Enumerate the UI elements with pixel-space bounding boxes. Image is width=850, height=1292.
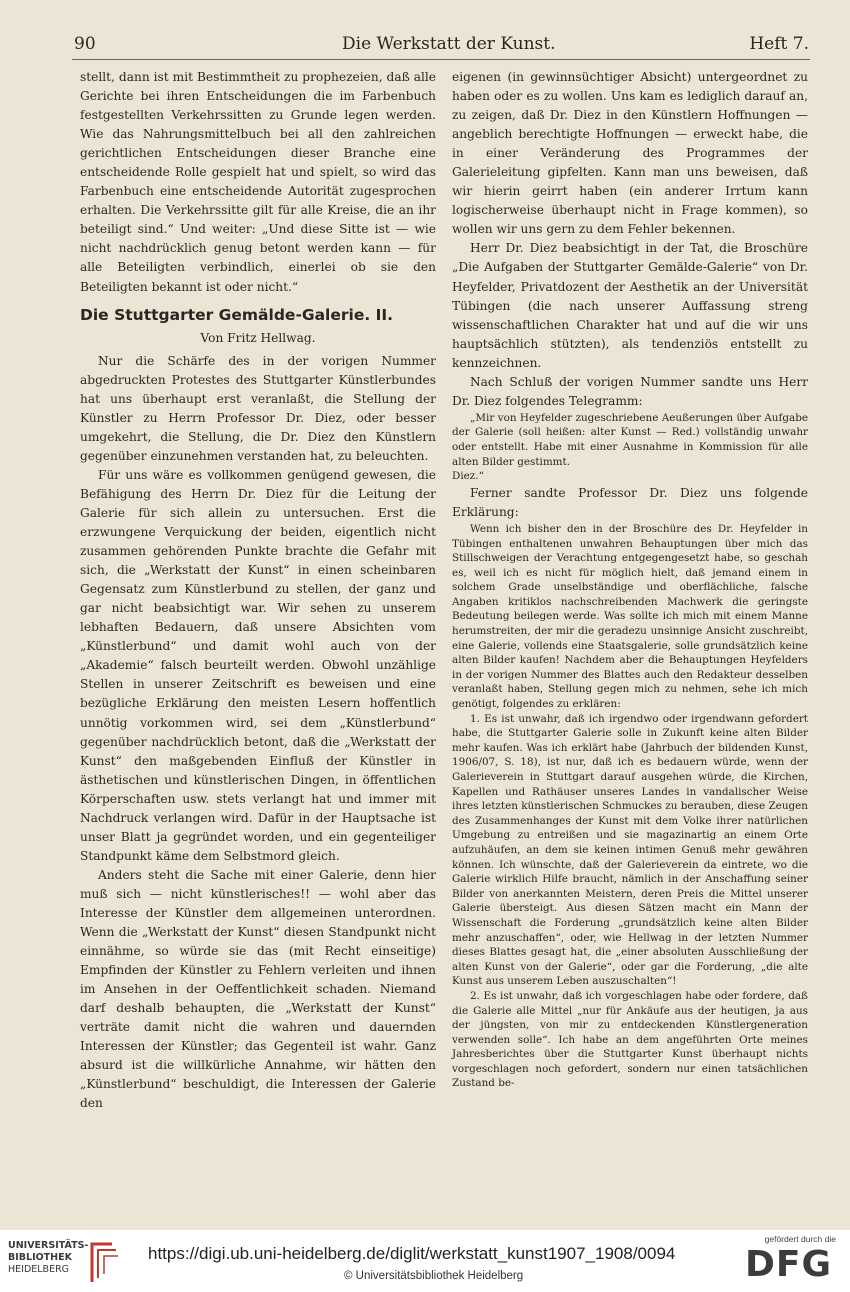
paragraph: Für uns wäre es vollkommen genügend gewesen, die Befähigung des Herrn Dr. Diez für die Leitung der Galerie für sich allein zu untersuchen. Erst die erzwungene Verquickung der beiden, eigentlich nicht zusammen gehörenden Punkte brachte die Gefahr mit sich, die „Werkstatt der Kunst“ in einen scheinbaren Gegensatz zum Künstlerbund zu stellen, der ganz und gar nicht beabsichtigt war. Wir sehen zu unserem lebhaften Bedauern, daß unsere Absichten vom „Künstlerbund“ und damit wohl auch von der „Akademie“ falsch beurteilt werden. Obwohl unzählige Stellen in unserer Zeitschrift es beweisen und eine bezügliche Erklärung den meisten Lesern hoffentlich unnötig vorkommen wird, sei dem „Künstlerbund“ gegenüber nachdrücklich betont, daß die „Werkstatt der Kunst“ den maßgebenden Einfluß der Künstler in ästhetischen und künstlerischen Dingen, in öffentlichen Körperschaften usw. stets verlangt hat und immer mit Nachdruck verlangen wird. Dafür in der Hauptsache ist unser Blatt ja gegründet worden, und ein gegenteiliger Standpunkt käme dem Selbstmord gleich. — [80, 467, 436, 863]
paragraph: stellt, dann ist mit Bestimmtheit zu prophezeien, daß alle Gerichte bei ihren Entscheidungen die im Farbenbuch festgestellten Verkehrssitten zu Grunde legen werden. Wie das Nahrungsmittelbuch bei all den zahlreichen gerichtlichen Entscheidungen dieser Branche eine entscheidende Rolle gespielt hat und spielt, so wird das Farbenbuch eine entscheidende Autorität zugesprochen erhalten. Die Verkehrssitte gilt für alle Kreise, die an ihr beteiligt sind.“ Und weiter: „Und diese Sitte ist — wie nicht nachdrücklich genug betont werden kann — für alle Beteiligten verbindlich, einerlei ob sie den Beteiligten bekannt ist oder nicht.“ — [80, 70, 436, 294]
left-column — [80, 68, 436, 1113]
byline: Von Fritz Hellwag. — [200, 330, 316, 345]
article-title: Die Stuttgarter Gemälde-Galerie. II. — [80, 305, 394, 324]
telegram-signature: Diez.“ — [452, 470, 484, 483]
library-name-line: BIBLIOTHEK — [8, 1252, 72, 1263]
funding-note: gefördert durch die — [764, 1234, 836, 1244]
paragraph: Nach Schluß der vorigen Nummer sandte uns Herr Dr. Diez folgendes Telegramm: — [452, 374, 808, 408]
page-header — [74, 34, 809, 58]
copyright-notice: © Universitätsbibliothek Heidelberg — [344, 1270, 524, 1282]
declaration-item: 1. Es ist unwahr, daß ich irgendwo oder irgendwann gefordert habe, die Stuttgarter Galerie solle in Zukunft keine alten Bilder mehr kaufen. Was ich erklärt habe (Jahrbuch der bildenden Kunst, 1906/07, S. 18), ist nur, daß ich es bedauern würde, wenn der Galerieverein in Stuttgart darauf ausgehen würde, die Kirchen, Kapellen und Rathäuser unseres Landes in vandalischer Weise ihres letzten künstlerischen Schmuckes zu berauben, diese Zeugen des Zusammenhanges der Kunst mit dem Volke ihrer natürlichen Umgebung zu entreißen und sie magazinartig an einem Orte aufzuhäufen, an dem sie keinen intimen Genuß mehr gewähren können. Ich wünschte, daß der Galerieverein da eintrete, wo die Galerie wirklich Hilfe braucht, nämlich in der Anschaffung seiner Bilder von anerkannten Meistern, deren Preis die Mittel unserer Galerie übersteigt. Aus diesen Sätzen macht ein Mann der Wissenschaft die Forderung „grundsätzlich keine alten Bilder mehr anzuschaffen“, oder, wie Hellwag in der letzten Nummer dieses Blattes gesagt hat, die „einer absoluten Ausschließung der alten Kunst von der Galerie“, oder gar die Forderung, „die alte Kunst aus unserem Leben auszuschalten“! — [452, 712, 808, 988]
library-name-line: UNIVERSITÄTS- — [8, 1240, 89, 1251]
right-column — [452, 68, 808, 1091]
viewer-footer — [0, 1230, 850, 1292]
running-title: Die Werkstatt der Kunst. — [342, 34, 556, 54]
header-rule — [72, 59, 810, 60]
paragraph: Anders steht die Sache mit einer Galerie, denn hier muß sich — nicht künstlerisches!! — wohl aber das Interesse der Künstler dem allgemeinen unterordnen. Wenn die „Werkstatt der Kunst“ diesen Standpunkt nicht einnähme, so würde sie das (mit Recht einseitige) Empfinden der Künstler zu Fehlern verleiten und ihnen im Ansehen in der Oeffentlichkeit schaden. Niemand darf deshalb behaupten, die „Werkstatt der Kunst“ verträte damit nicht die wahren und dauernden Interessen der Künstler; das Gegenteil ist wahr. Ganz absurd ist die willkürliche Annahme, wir hätten den „Künstlerbund“ beschuldigt, die Interessen der Galerie den — [80, 867, 436, 1111]
library-name-line: HEIDELBERG — [8, 1264, 70, 1275]
declaration-text: Wenn ich bisher den in der Broschüre des Dr. Heyfelder in Tübingen enthaltenen unwahren Behauptungen über mich das Stillschweigen der Verachtung entgegengesetzt habe, so geschah es, weil ich es nicht für möglich hielt, daß jemand einem in solchem Grade unselbständige und oberflächliche, falsche Angaben kritiklos nachschreibenden Machwerk die geringste Bedeutung beilegen werde. Was sollte ich mich mit einem Manne herumstreiten, der mir die geradezu unsinnige Ansicht zuschreibt, eine Galerie, vollends eine Staatsgalerie, solle grundsätzlich keine alten Bilder kaufen! Nachdem aber die Behauptungen Heyfelders in der vorigen Nummer des Blattes auch den Redakteur desselben veranlaßt haben, Stellung gegen mich zu nehmen, sehe ich mich genötigt, folgendes zu erklären: — [452, 522, 808, 711]
paragraph: eigenen (in gewinnsüchtiger Absicht) untergeordnet zu haben oder es zu wollen. Uns kam es lediglich darauf an, zu zeigen, daß Dr. Diez in den Künstlern Hoffnungen — angeblich berechtigte Hoffnungen — erweckt habe, die in einer Veränderung des Programmes der Galerieleitung gipfelten. Kann man uns beweisen, daß wir hierin geirrt haben (ein anderer Irrtum kann logischerweise überhaupt nicht in Frage kommen), so wollen wir uns gern zu dem Fehler bekennen. — [452, 70, 808, 237]
paragraph: Nur die Schärfe des in der vorigen Nummer abgedruckten Protestes des Stuttgarter Künstlerbundes hat uns überhaupt erst veranlaßt, die Stellung der Künstler zu Herrn Professor Dr. Diez, oder besser umgekehrt, die Stellung, die Dr. Diez den Künstlern gegenüber einzunehmen verstanden hat, zu beleuchten. — [80, 353, 436, 463]
library-emblem-icon — [86, 1238, 120, 1284]
paragraph: Ferner sandte Professor Dr. Diez uns folgende Erklärung: — [452, 485, 808, 519]
funder-logo[interactable]: DFG — [744, 1244, 832, 1285]
declaration-item: 2. Es ist unwahr, daß ich vorgeschlagen habe oder fordere, daß die Galerie alle Mittel „nur für Ankäufe aus der heutigen, ja aus der jüngsten, von mir zu entdeckenden Künstlergeneration verwenden solle“. Ich habe an dem angeführten Orte meines Jahresberichtes über die Stuttgarter Kunst überhaupt nichts vorgeschlagen noch gefordert, sondern nur einen tatsächlichen Zustand be- — [452, 989, 808, 1090]
telegram-text: „Mir von Heyfelder zugeschriebene Aeußerungen über Aufgabe der Galerie (soll heißen: alter Kunst — Red.) vollständig unwahr oder entstellt. Habe mit einer Ausnahme in Kommission für alle alten Bilder gestimmt. — [452, 411, 808, 468]
page-number: 90 — [74, 34, 96, 54]
issue-label: Heft 7. — [749, 34, 809, 54]
paragraph: Herr Dr. Diez beabsichtigt in der Tat, die Broschüre „Die Aufgaben der Stuttgarter Gemälde-Galerie“ von Dr. Heyfelder, Privatdozent der Aesthetik an der Universität Tübingen (die nach unserer Auffassung streng wissenschaftlichen Charakter hat und auf die wir uns hauptsächlich stützten), als tendenziös entstellt zu kennzeichnen. — [452, 241, 808, 370]
library-logo[interactable] — [8, 1240, 88, 1276]
permalink-url[interactable]: https://digi.ub.uni-heidelberg.de/diglit/werkstatt_kunst1907_1908/0094 — [148, 1244, 676, 1263]
